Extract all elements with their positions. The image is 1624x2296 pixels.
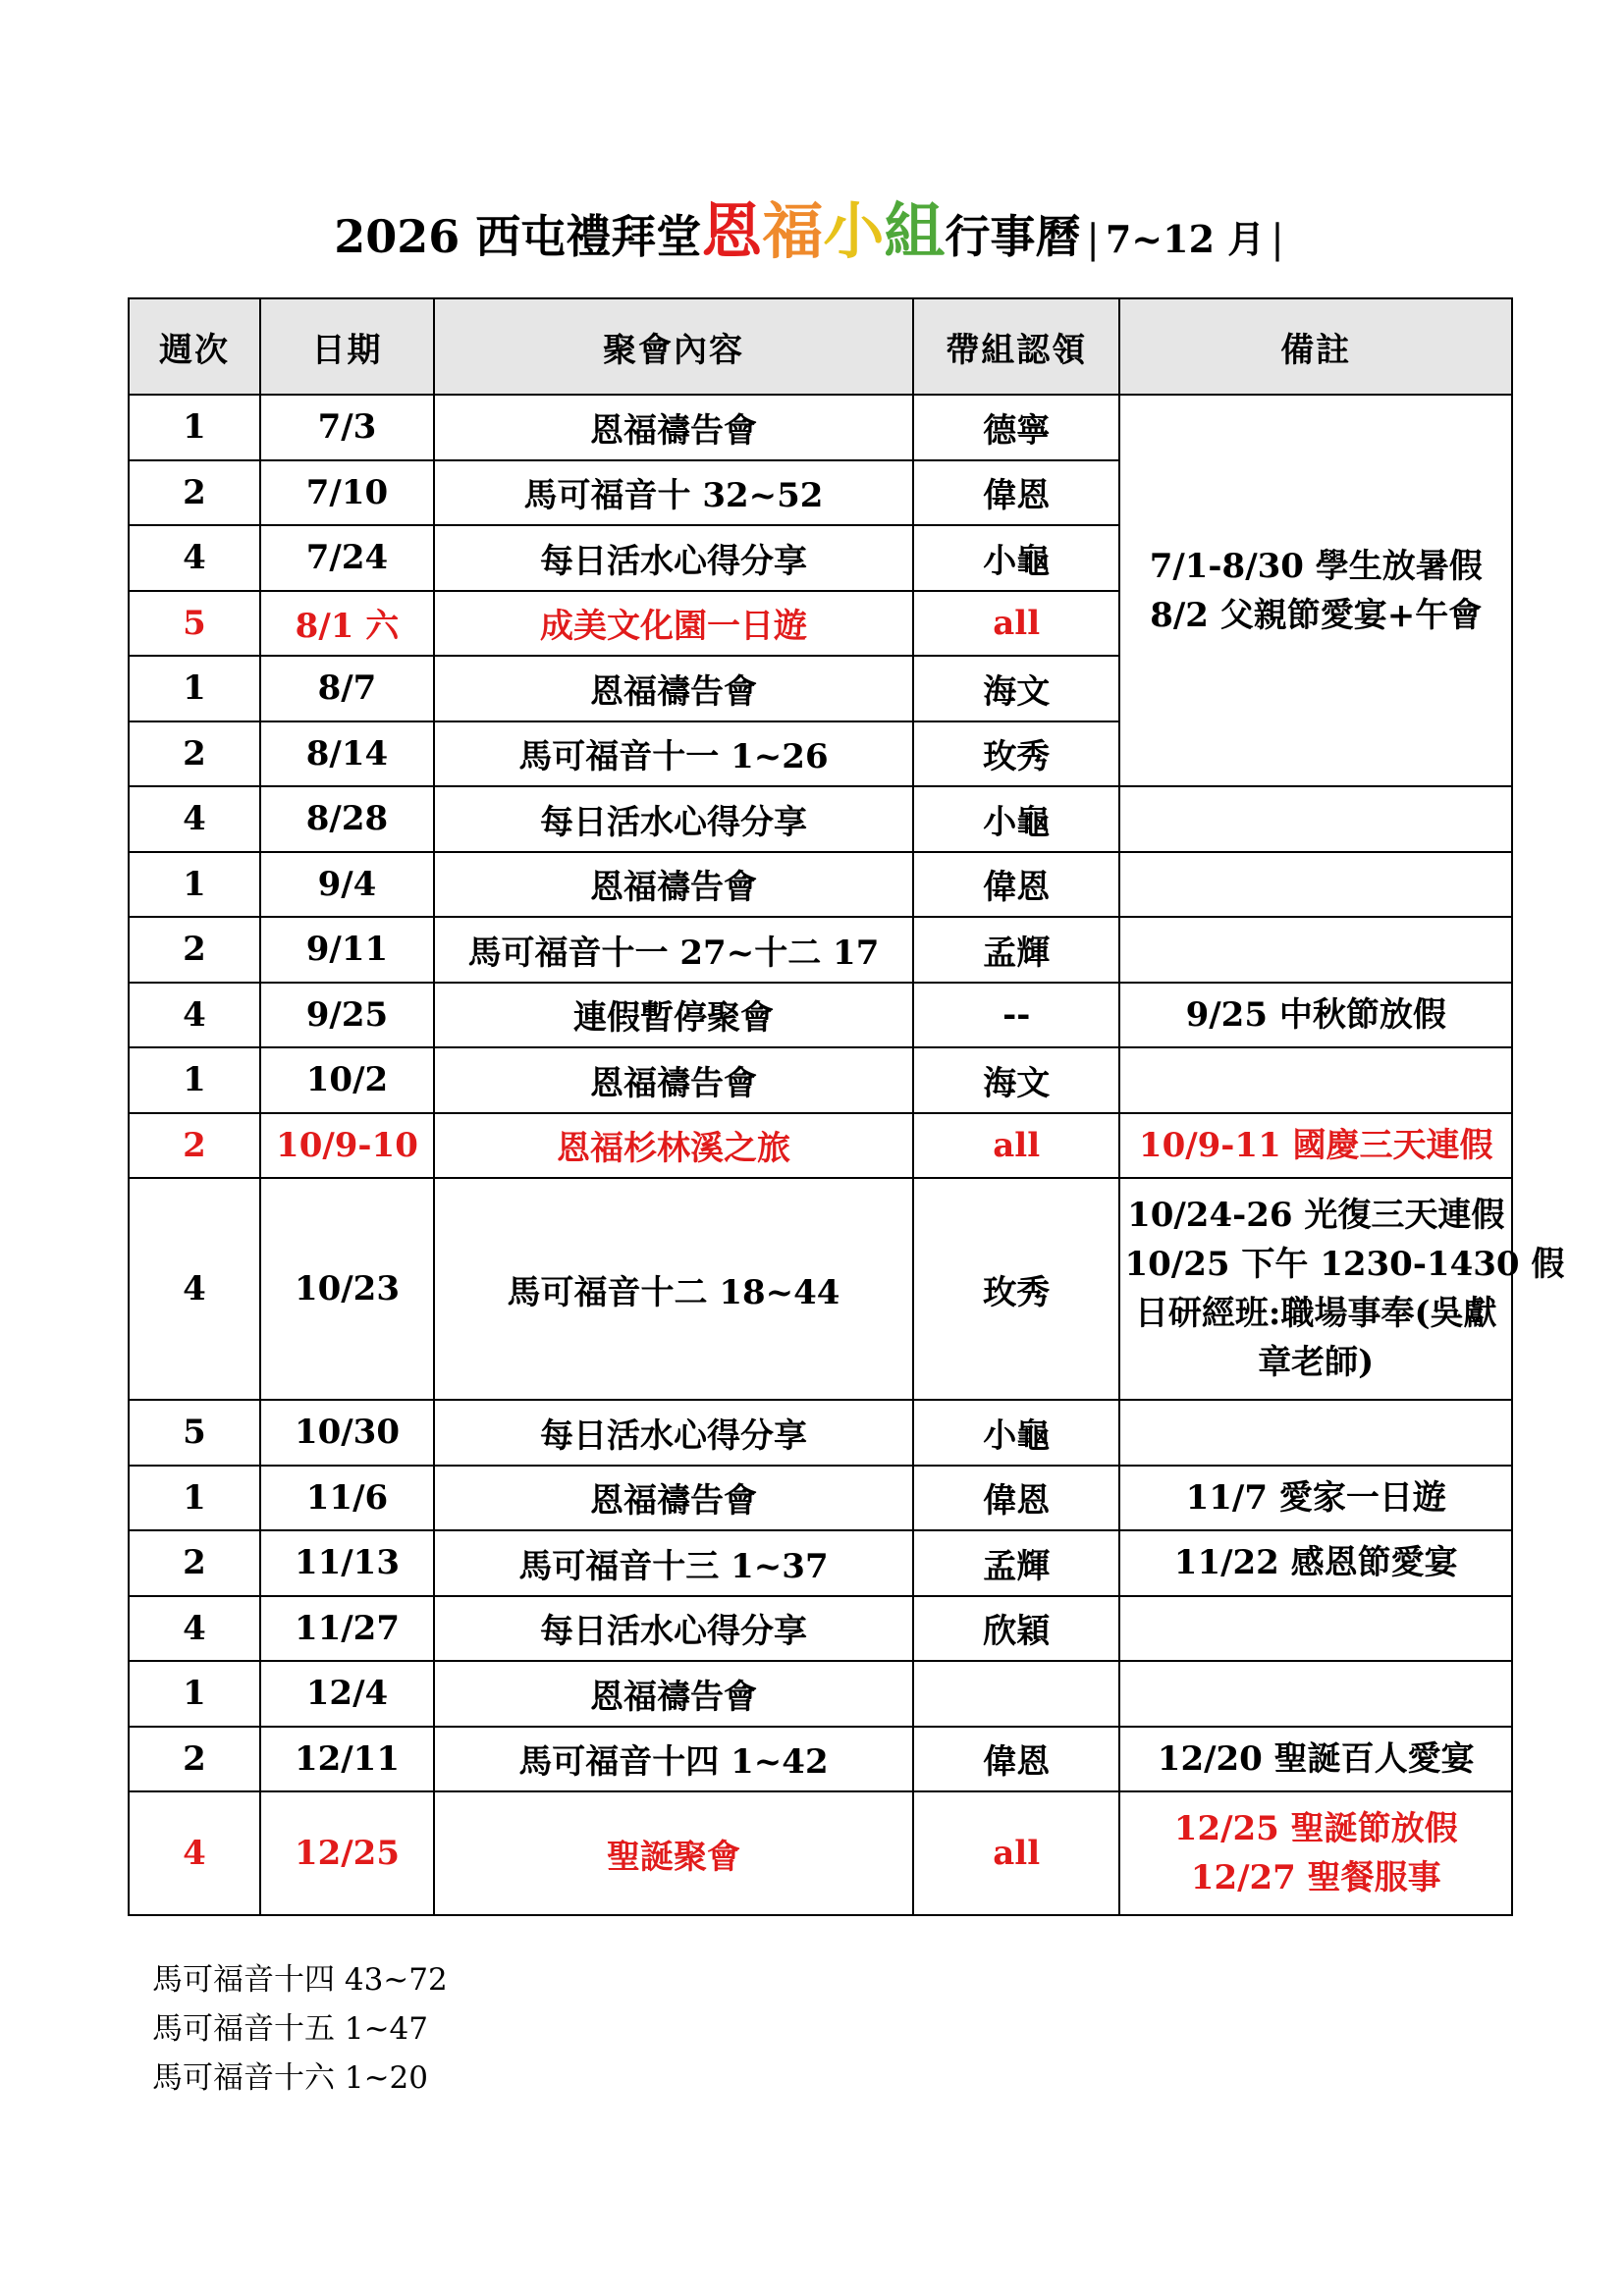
cell-date: 10/30	[260, 1400, 434, 1466]
cell-content: 馬可福音十四 1~42	[434, 1727, 913, 1792]
cell-content: 恩福禱告會	[434, 395, 913, 460]
title-suffix: 行事曆	[945, 210, 1081, 263]
cell-date: 8/7	[260, 656, 434, 721]
cell-content: 連假暫停聚會	[434, 983, 913, 1048]
footnote-line: 馬可福音十四 43~72	[152, 1962, 448, 1998]
table-row	[129, 1466, 1512, 1531]
header-leader: 帶組認領	[913, 298, 1120, 395]
cell-note	[1119, 983, 1512, 1048]
cell-content: 恩福禱告會	[434, 1661, 913, 1727]
cell-week: 1	[129, 852, 260, 918]
cell-week: 2	[129, 1113, 260, 1179]
cell-note	[1119, 1400, 1512, 1466]
header-week: 週次	[129, 298, 260, 395]
table-header-row	[129, 298, 1512, 395]
cell-leader: 孟輝	[913, 917, 1120, 983]
footnotes	[152, 1955, 448, 2103]
cell-content: 聖誕聚會	[434, 1791, 913, 1915]
cell-date: 9/4	[260, 852, 434, 918]
cell-content: 馬可福音十 32~52	[434, 460, 913, 526]
cell-note	[1119, 1661, 1512, 1727]
title-group-char: 恩	[701, 195, 763, 267]
cell-content: 恩福杉林溪之旅	[434, 1113, 913, 1179]
header-date: 日期	[260, 298, 434, 395]
cell-date: 7/24	[260, 525, 434, 591]
note-line: 8/2 父親節愛宴+午會	[1150, 595, 1483, 635]
table-row	[129, 1178, 1512, 1400]
note-line: 10/9-11 國慶三天連假	[1138, 1125, 1493, 1165]
cell-date: 9/25	[260, 983, 434, 1048]
cell-date: 10/23	[260, 1178, 434, 1400]
cell-leader	[913, 1661, 1120, 1727]
cell-content: 馬可福音十三 1~37	[434, 1530, 913, 1596]
page-title	[0, 192, 1624, 279]
cell-content: 每日活水心得分享	[434, 525, 913, 591]
cell-note	[1119, 786, 1512, 852]
cell-leader: 海文	[913, 656, 1120, 721]
title-group-char: 福	[762, 195, 824, 267]
cell-note	[1119, 1596, 1512, 1662]
cell-leader: all	[913, 1113, 1120, 1179]
schedule-table	[128, 297, 1565, 1916]
cell-week: 5	[129, 591, 260, 657]
cell-leader: 孟輝	[913, 1530, 1120, 1596]
cell-leader: all	[913, 591, 1120, 657]
note-line: 12/20 聖誕百人愛宴	[1157, 1738, 1475, 1779]
cell-week: 2	[129, 1530, 260, 1596]
footnote-line: 馬可福音十六 1~20	[152, 2060, 428, 2096]
cell-week: 4	[129, 1791, 260, 1915]
cell-content: 每日活水心得分享	[434, 1596, 913, 1662]
note-line: 12/27 聖餐服事	[1190, 1858, 1441, 1897]
cell-week: 5	[129, 1400, 260, 1466]
cell-content: 每日活水心得分享	[434, 786, 913, 852]
cell-content: 馬可福音十二 18~44	[434, 1178, 913, 1400]
cell-content: 馬可福音十一 1~26	[434, 721, 913, 787]
cell-date: 8/1 六	[260, 591, 434, 657]
cell-date: 7/3	[260, 395, 434, 460]
cell-content: 成美文化園一日遊	[434, 591, 913, 657]
cell-leader: 玫秀	[913, 721, 1120, 787]
cell-date: 12/11	[260, 1727, 434, 1792]
cell-date: 10/2	[260, 1047, 434, 1113]
cell-note	[1119, 1530, 1512, 1596]
note-line: 7/1-8/30 學生放暑假	[1149, 546, 1483, 586]
cell-note	[1119, 1791, 1512, 1915]
cell-date: 10/9-10	[260, 1113, 434, 1179]
cell-note-summer	[1119, 395, 1512, 786]
note-line: 12/25 聖誕節放假	[1173, 1809, 1458, 1848]
table-row	[129, 395, 1512, 460]
cell-date: 12/4	[260, 1661, 434, 1727]
cell-date: 8/14	[260, 721, 434, 787]
cell-week: 2	[129, 1727, 260, 1792]
cell-date: 11/27	[260, 1596, 434, 1662]
cell-date: 8/28	[260, 786, 434, 852]
cell-week: 4	[129, 786, 260, 852]
cell-note	[1119, 1113, 1512, 1179]
cell-date: 11/6	[260, 1466, 434, 1531]
cell-content: 恩福禱告會	[434, 1047, 913, 1113]
cell-week: 4	[129, 525, 260, 591]
cell-content: 恩福禱告會	[434, 1466, 913, 1531]
cell-note	[1119, 1178, 1565, 1400]
cell-note	[1119, 917, 1512, 983]
cell-week: 4	[129, 1178, 260, 1400]
title-separator: |	[1271, 217, 1284, 262]
cell-leader: all	[913, 1791, 1120, 1915]
table-row	[129, 786, 1512, 852]
table-row	[129, 1661, 1512, 1727]
table-row	[129, 983, 1512, 1048]
note-line: 日研經班:職場事奉(吳獻	[1134, 1294, 1497, 1333]
cell-leader: 德寧	[913, 395, 1120, 460]
note-line: 10/25 下午 1230-1430 假	[1124, 1245, 1565, 1284]
cell-leader: 偉恩	[913, 460, 1120, 526]
title-range: 7~12 月	[1105, 217, 1266, 261]
header-note: 備註	[1119, 298, 1512, 395]
title-separator: |	[1086, 217, 1100, 262]
cell-content: 恩福禱告會	[434, 656, 913, 721]
cell-date: 12/25	[260, 1791, 434, 1915]
table-row	[129, 1047, 1512, 1113]
cell-week: 1	[129, 656, 260, 721]
footnote-line: 馬可福音十五 1~47	[152, 2011, 428, 2047]
table-row	[129, 1596, 1512, 1662]
table-row	[129, 1530, 1512, 1596]
cell-leader: 小龜	[913, 525, 1120, 591]
title-group-char: 組	[884, 195, 946, 267]
table-row	[129, 1400, 1512, 1466]
title-group-char: 小	[823, 195, 885, 267]
cell-leader: --	[913, 983, 1120, 1048]
cell-week: 1	[129, 1047, 260, 1113]
header-content: 聚會內容	[434, 298, 913, 395]
cell-week: 1	[129, 1661, 260, 1727]
cell-leader: 小龜	[913, 1400, 1120, 1466]
cell-leader: 偉恩	[913, 1466, 1120, 1531]
note-line: 10/24-26 光復三天連假	[1127, 1196, 1505, 1235]
table-row	[129, 1113, 1512, 1179]
cell-leader: 偉恩	[913, 1727, 1120, 1792]
cell-note	[1119, 1466, 1512, 1531]
table-row	[129, 917, 1512, 983]
note-line: 章老師)	[1258, 1343, 1375, 1382]
cell-date: 11/13	[260, 1530, 434, 1596]
table-row	[129, 852, 1512, 918]
cell-content: 恩福禱告會	[434, 852, 913, 918]
note-line: 9/25 中秋節放假	[1185, 994, 1446, 1035]
cell-week: 4	[129, 1596, 260, 1662]
cell-content: 每日活水心得分享	[434, 1400, 913, 1466]
cell-leader: 玫秀	[913, 1178, 1120, 1400]
cell-date: 9/11	[260, 917, 434, 983]
title-year-church: 2026 西屯禮拜堂	[334, 210, 702, 263]
cell-leader: 偉恩	[913, 852, 1120, 918]
cell-note	[1119, 1047, 1512, 1113]
cell-week: 2	[129, 721, 260, 787]
cell-content: 馬可福音十一 27~十二 17	[434, 917, 913, 983]
note-line: 11/22 感恩節愛宴	[1173, 1543, 1458, 1583]
cell-date: 7/10	[260, 460, 434, 526]
cell-leader: 海文	[913, 1047, 1120, 1113]
table-row	[129, 1727, 1512, 1792]
cell-week: 2	[129, 917, 260, 983]
cell-note	[1119, 852, 1512, 918]
note-line: 11/7 愛家一日遊	[1185, 1477, 1446, 1518]
cell-week: 1	[129, 395, 260, 460]
table-body	[129, 395, 1565, 1915]
cell-week: 2	[129, 460, 260, 526]
cell-week: 4	[129, 983, 260, 1048]
cell-note	[1119, 1727, 1512, 1792]
cell-week: 1	[129, 1466, 260, 1531]
table-row	[129, 1791, 1512, 1915]
cell-leader: 小龜	[913, 786, 1120, 852]
cell-leader: 欣穎	[913, 1596, 1120, 1662]
